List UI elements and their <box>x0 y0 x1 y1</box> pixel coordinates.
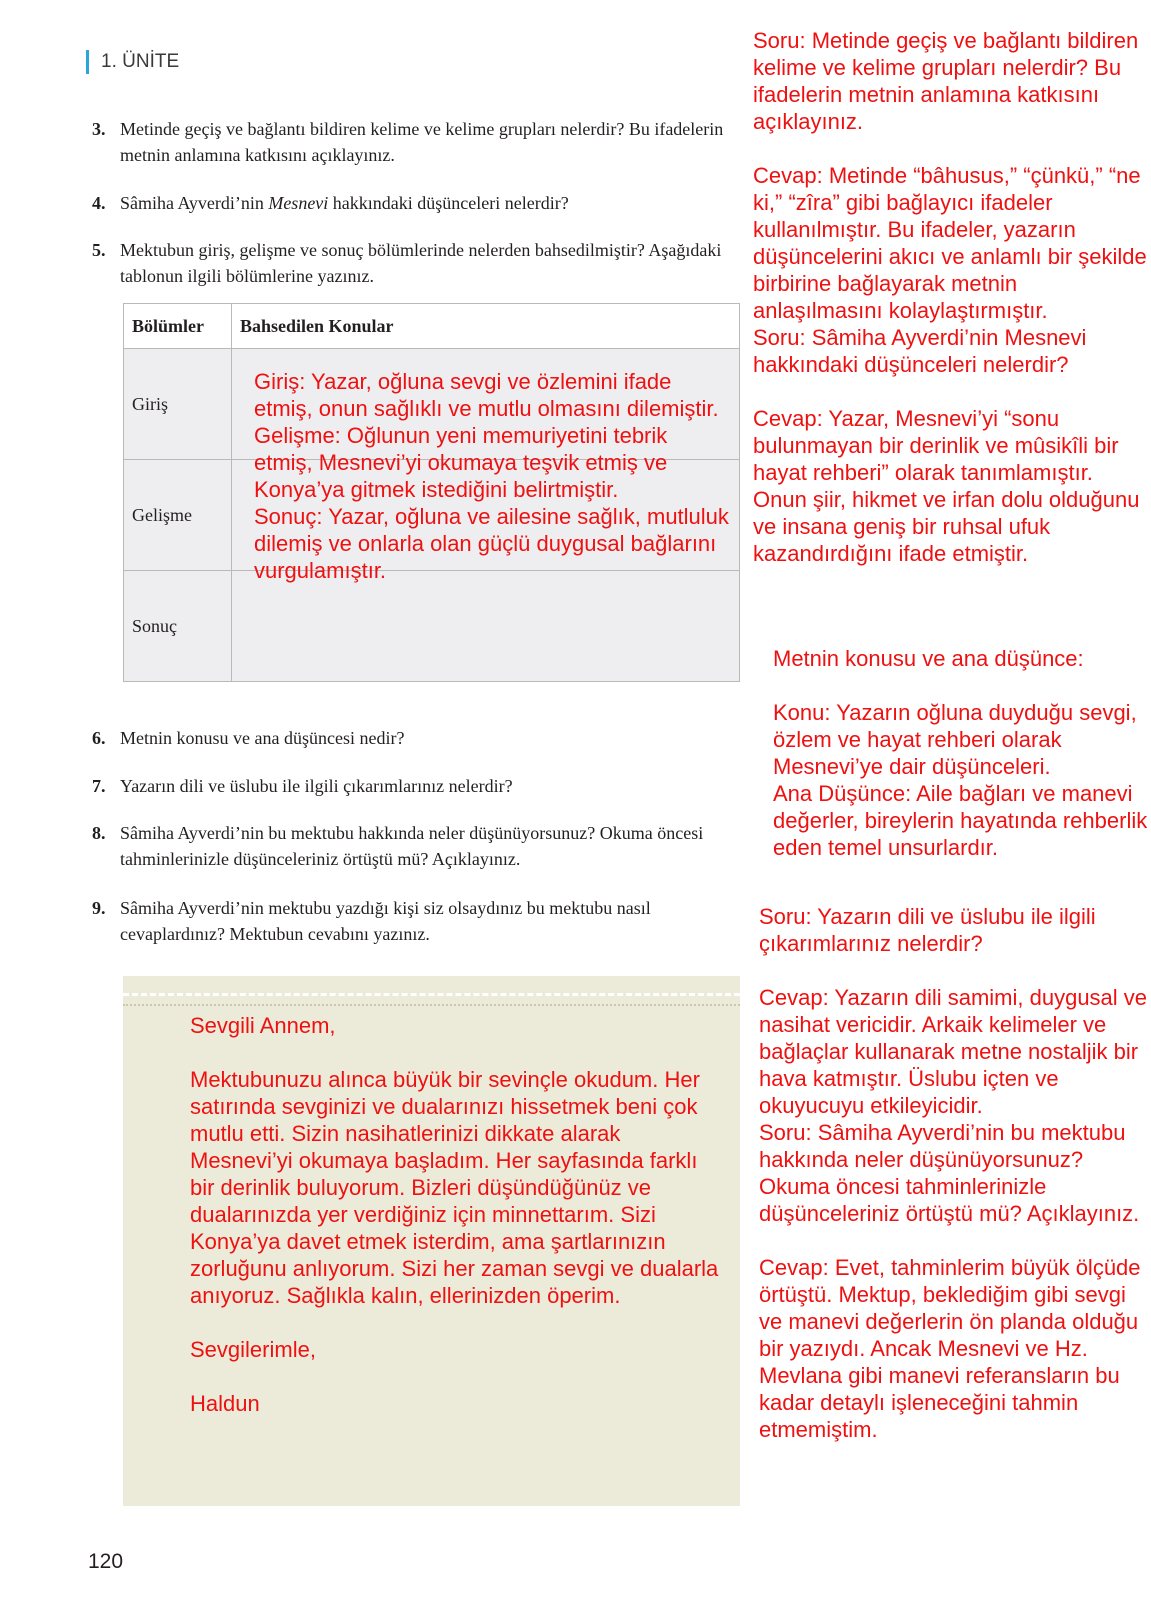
question-4 <box>92 190 732 216</box>
side-answer-block-3: Soru: Yazarın dili ve üslubu ile ilgili çıkarımlarınız nelerdir? Cevap: Yazarın dili samimi, duygusal ve nasihat vericidir. Arkaik kelimeler ve bağlaçlar kullanarak metne nostaljik bir hava katmıştır. Üslubu içten ve okuyucuyu etkileyicidir. Soru: Sâmiha Ayverdi’nin bu mektubu hakkında neler düşünüyorsunuz? Okuma öncesi tahminlerinizle düşünceleriniz örtüştü mü? Açıklayınız. Cevap: Evet, tahminlerim büyük ölçüde örtüştü. Mektup, beklediğim gibi sevgi ve manevi değerlerin ön planda olduğu bir yazıydı. Ancak Mesnevi ve Hz. Mevlana gibi manevi referansların bu kadar detaylı işleneceğini tahmin etmemiştim. <box>759 904 1148 1442</box>
question-3 <box>92 116 732 168</box>
question-9 <box>92 895 732 947</box>
question-7 <box>92 773 732 799</box>
question-number: 4. <box>92 193 106 213</box>
question-text: Sâmiha Ayverdi’nin bu mektubu hakkında neler düşünüyorsunuz? Okuma öncesi tahminlerinizle düşünceleriniz örtüştü mü? Açıklayınız. <box>120 823 704 869</box>
question-6 <box>92 725 732 751</box>
question-5 <box>92 237 732 289</box>
question-text: Metinde geçiş ve bağlantı bildiren kelime ve kelime grupları nelerdir? Bu ifadelerin metnin anlamına katkısını açıklayınız. <box>120 119 724 165</box>
unit-title: 1. ÜNİTE <box>101 51 180 72</box>
unit-header <box>86 50 179 74</box>
question-text: Yazarın dili ve üslubu ile ilgili çıkarımlarınız nelerdir? <box>120 776 513 796</box>
table-cell-content[interactable] <box>232 571 740 682</box>
side-answer-block-2: Metnin konusu ve ana düşünce: Konu: Yazarın oğluna duyduğu sevgi, özlem ve hayat rehberi olarak Mesnevi’ye dair düşünceleri. Ana Düşünce: Aile bağları ve manevi değerler, bireylerin hayatında rehberlik eden temel unsurlardır. <box>773 646 1148 860</box>
table-cell-section: Giriş <box>124 349 232 460</box>
unit-accent-bar <box>86 50 89 74</box>
question-text-part: Sâmiha Ayverdi’nin <box>120 193 269 213</box>
question-8 <box>92 820 732 872</box>
table-row <box>124 571 740 682</box>
table-header-topics: Bahsedilen Konular <box>232 304 740 349</box>
table-answer-overlay: Giriş: Yazar, oğluna sevgi ve özlemini ifade etmiş, onun sağlıklı ve mutlu olmasını dilemiştir. Gelişme: Oğlunun yeni memuriyetini tebrik etmiş, Mesnevi’yi okumaya teşvik etmiş ve Konya’ya gitmek istediğini belirtmiştir. Sonuç: Yazar, oğluna ve ailesine sağlık, mutluluk dilemiş ve onlarla olan güçlü duygusal bağlarını vurgulamıştır. <box>254 369 729 583</box>
question-number: 7. <box>92 776 106 796</box>
table-header-row <box>124 304 740 349</box>
dashed-divider <box>123 993 740 996</box>
question-number: 9. <box>92 898 106 918</box>
table-cell-section: Sonuç <box>124 571 232 682</box>
question-number: 5. <box>92 240 106 260</box>
question-number: 6. <box>92 728 106 748</box>
table-header-sections: Bölümler <box>124 304 232 349</box>
question-text: Mektubun giriş, gelişme ve sonuç bölümlerinde nelerden bahsedilmiştir? Aşağıdaki tablonun ilgili bölümlerine yazınız. <box>120 240 722 286</box>
question-text: Sâmiha Ayverdi’nin mektubu yazdığı kişi siz olsaydınız bu mektubu nasıl cevaplardınız? Mektubun cevabını yazınız. <box>120 898 651 944</box>
question-text <box>120 190 732 216</box>
side-answer-block-1: Soru: Metinde geçiş ve bağlantı bildiren kelime ve kelime grupları nelerdir? Bu ifadelerin metnin anlamına katkısını açıklayınız. Cevap: Metinde “bâhusus,” “çünkü,” “ne ki,” “zîra” gibi bağlayıcı ifadeler kullanılmıştır. Bu ifadeler, yazarın düşüncelerini akıcı ve anlamlı bir şekilde birbirine bağlayarak metnin anlaşılmasını kolaylaştırmıştır. Soru: Sâmiha Ayverdi’nin Mesnevi hakkındaki düşünceleri nelerdir? Cevap: Yazar, Mesnevi’yi “sonu bulunmayan bir derinlik ve mûsikîli bir hayat rehberi” olarak tanımlamıştır. Onun şiir, hikmet ve irfan dolu olduğunu ve insana geniş bir ruhsal ufuk kazandırdığını ifade etmiştir. <box>753 28 1147 566</box>
page-number: 120 <box>88 1550 124 1573</box>
question-number: 8. <box>92 823 106 843</box>
table-cell-section: Gelişme <box>124 460 232 571</box>
question-text-italic: Mesnevi <box>268 193 329 213</box>
letter-text: Sevgili Annem, Mektubunuzu alınca büyük bir sevinçle okudum. Her satırında sevginizi ve dualarınızı hissetmek beni çok mutlu etti. Sizin nasihatlerinizi dikkate alarak Mesnevi’yi okumaya başladım. Her sayfasında farklı bir derinlik buluyorum. Bizleri düşündüğünüz ve dualarınızda yer verdiğiniz için minnettarım. Sizi Konya’ya davet etmek isterdim, ama şartlarınızın zorluğunu anlıyorum. Sizi her zaman sevgi ve dualarla anıyoruz. Sağlıkla kalın, ellerinizden öperim. Sevgilerimle, Haldun <box>190 1013 719 1416</box>
dotted-divider <box>123 1004 740 1006</box>
question-text: Metnin konusu ve ana düşüncesi nedir? <box>120 728 405 748</box>
question-number: 3. <box>92 119 106 139</box>
question-text-part: hakkındaki düşünceleri nelerdir? <box>328 193 569 213</box>
